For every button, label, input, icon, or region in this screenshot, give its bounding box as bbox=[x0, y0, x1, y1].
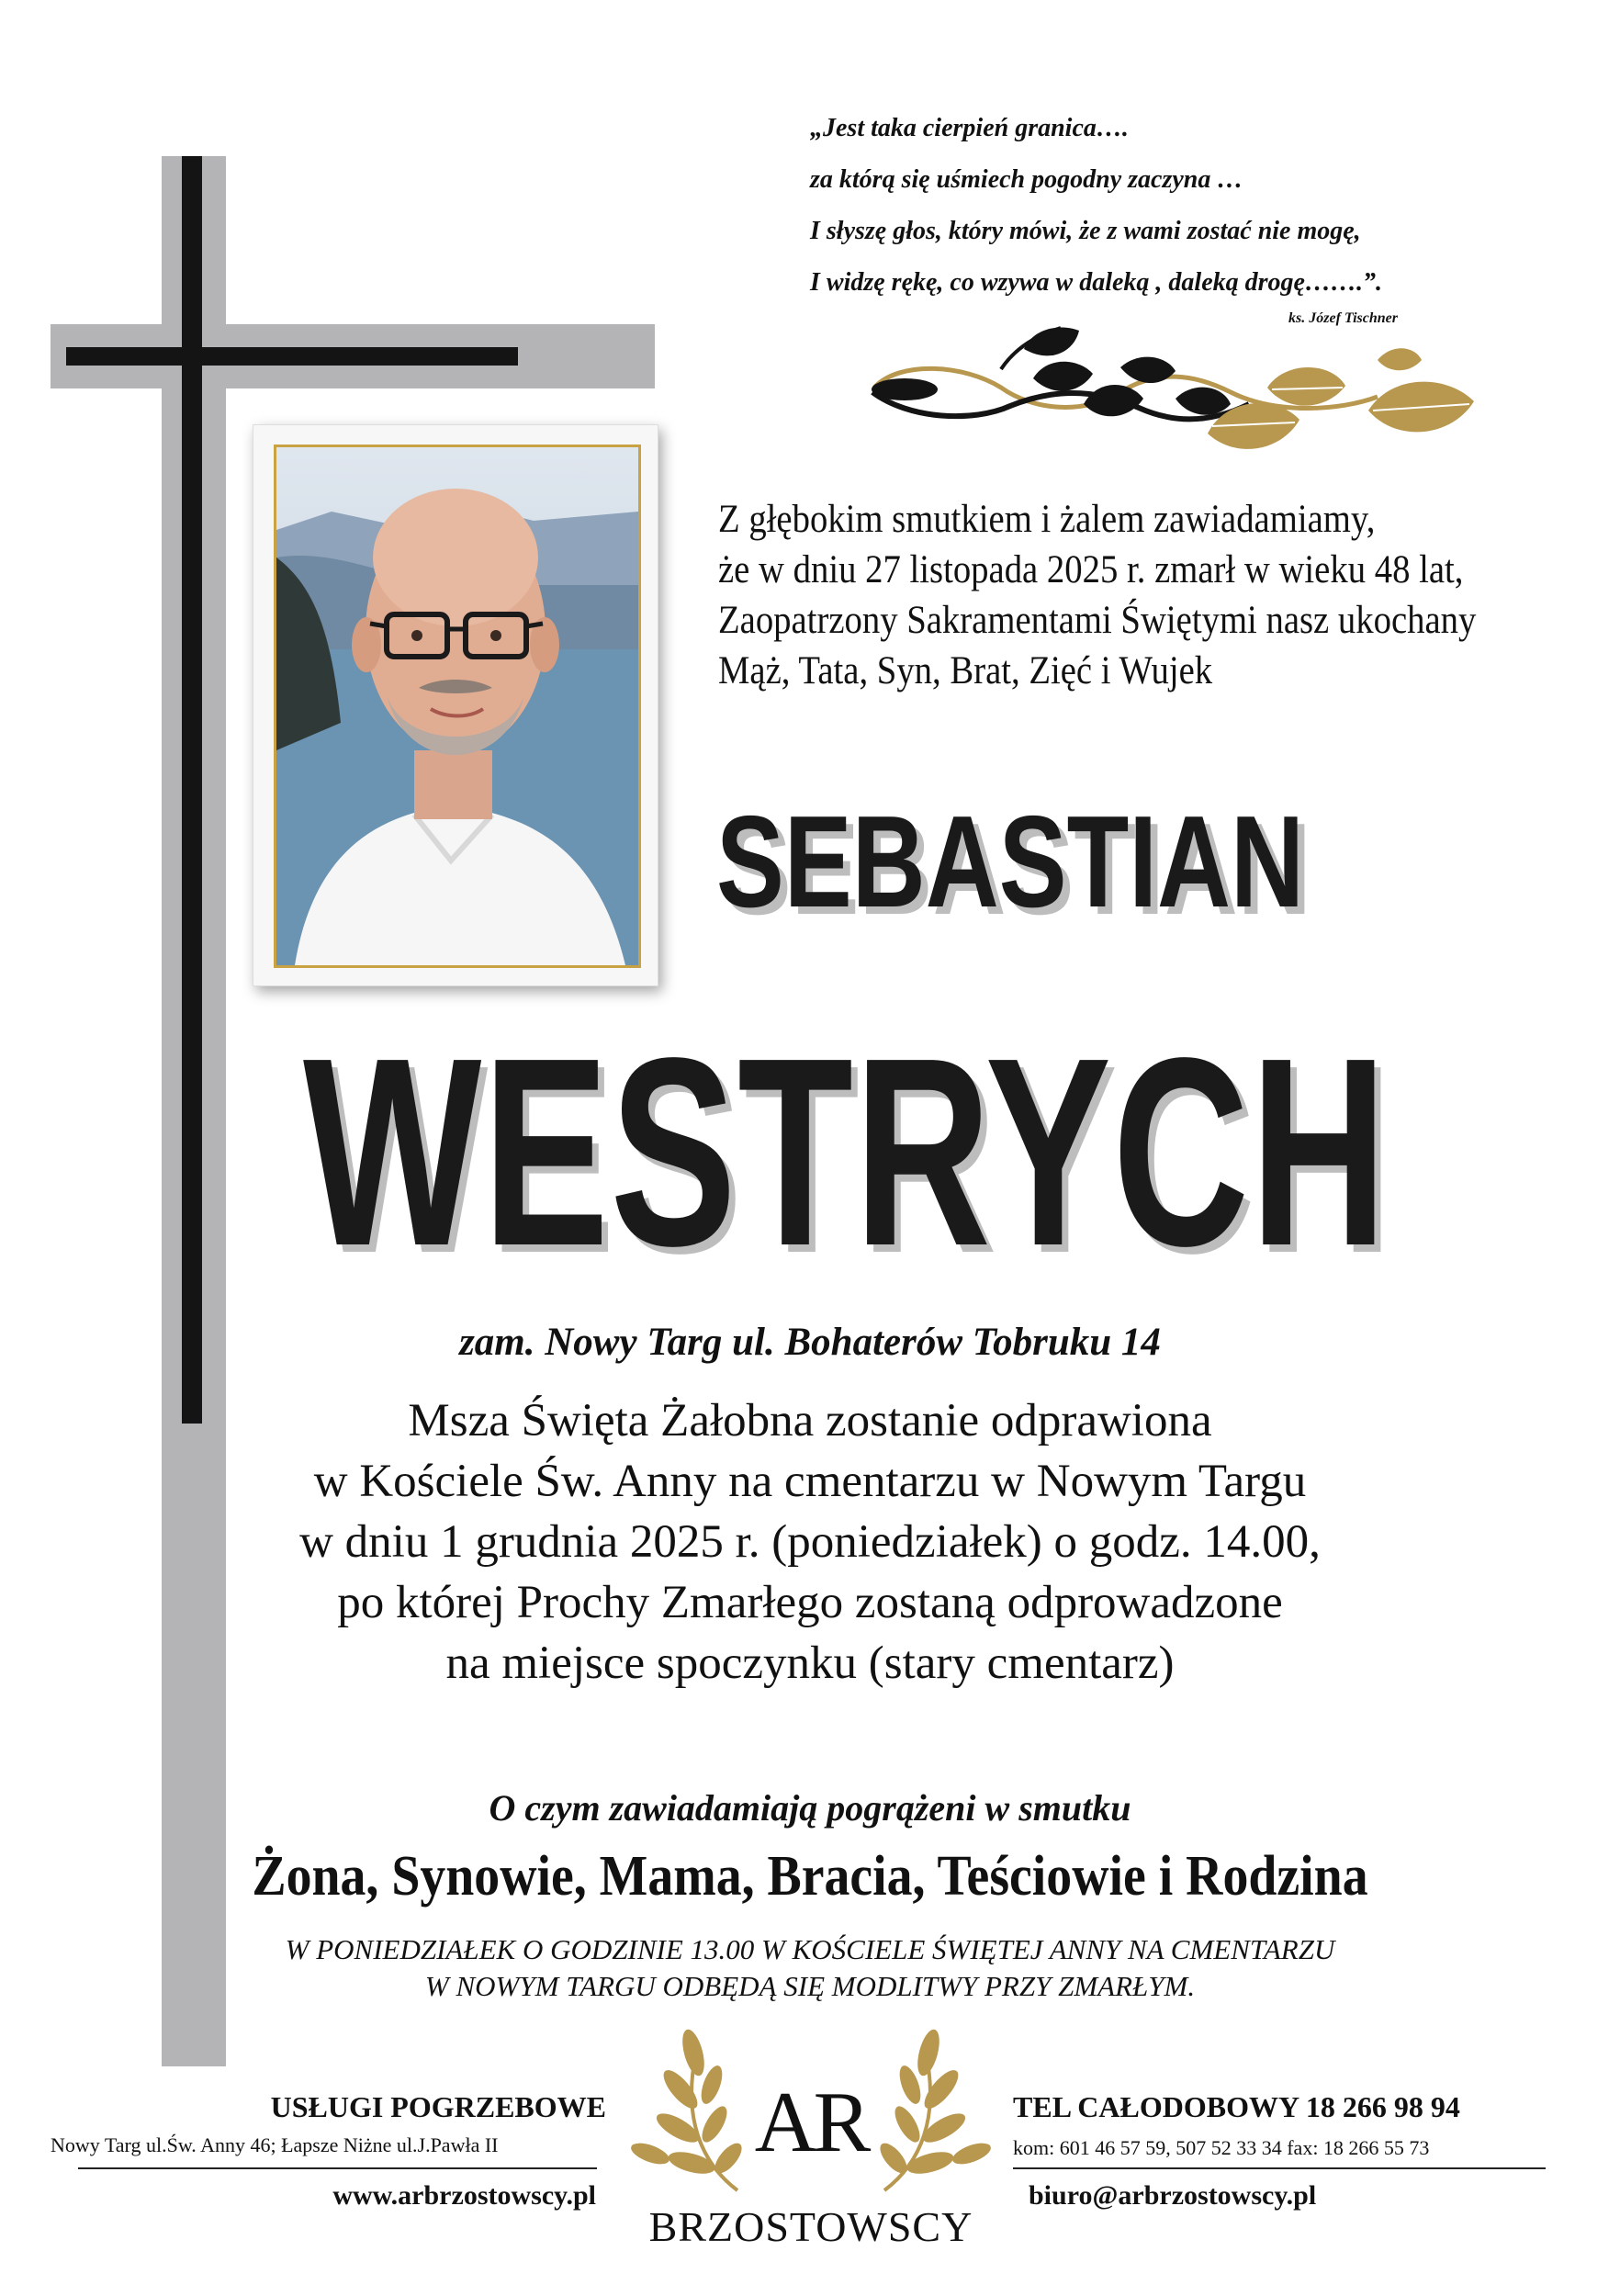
gold-black-leaf-vine-icon bbox=[863, 323, 1497, 466]
funeral-services-address: Nowy Targ ul.Św. Anny 46; Łapsze Niżne ul.J.Pawła II bbox=[51, 2133, 499, 2156]
intro-line: Zaopatrzony Sakramentami Świętymi nasz ukochany bbox=[718, 599, 1477, 642]
intro-line: Z głębokim smutkiem i żalem zawiadamiamy, bbox=[718, 498, 1376, 541]
mass-line: po której Prochy Zmarłego zostaną odprowadzone bbox=[337, 1577, 1283, 1628]
intro-line: Mąż, Tata, Syn, Brat, Zięć i Wujek bbox=[718, 649, 1213, 692]
mass-line: w dniu 1 grudnia 2025 r. (poniedziałek) o godz. 14.00, bbox=[299, 1516, 1321, 1568]
prayer-note bbox=[0, 1931, 1620, 2005]
portrait-photo bbox=[274, 445, 641, 968]
quote-line: „Jest taka cierpień granica…. bbox=[810, 114, 1129, 142]
quote-line: I widzę rękę, co wzywa w daleką , daleką drogę…….”. bbox=[810, 268, 1382, 297]
mass-line: w Kościele Św. Anny na cmentarzu w Nowym Targu bbox=[313, 1456, 1307, 1507]
mourners-intro: O czym zawiadamiają pogrążeni w smutku bbox=[489, 1787, 1131, 1829]
cross-black-vertical bbox=[182, 156, 202, 1424]
quote-author: ks. Józef Tischner bbox=[1288, 310, 1398, 326]
funeral-services-title: USŁUGI POGRZEBOWE bbox=[270, 2090, 606, 2123]
quote-line: I słyszę głos, który mówi, że z wami zostać nie mogę, bbox=[810, 217, 1361, 245]
mass-line: na miejsce spoczynku (stary cmentarz) bbox=[445, 1638, 1175, 1689]
quote-line: za którą się uśmiech pogodny zaczyna … bbox=[810, 165, 1243, 194]
mourners-family: Żona, Synowie, Mama, Bracia, Teściowie i Rodzina bbox=[252, 1845, 1368, 1908]
cross-black-horizontal bbox=[66, 347, 518, 366]
phone-24h: TEL CAŁODOBOWY 18 266 98 94 bbox=[1013, 2090, 1460, 2123]
intro-line: że w dniu 27 listopada 2025 r. zmarł w wieku 48 lat, bbox=[718, 548, 1464, 591]
email-link[interactable]: biuro@arbrzostowscy.pl bbox=[1029, 2180, 1317, 2211]
footer-divider-right bbox=[1013, 2167, 1546, 2169]
note-line: W NOWYM TARGU ODBĘDĄ SIĘ MODLITWY PRZY ZMARŁYM. bbox=[424, 1970, 1196, 2002]
logo-initials: AR bbox=[754, 2075, 868, 2170]
announcement-intro bbox=[718, 494, 1477, 696]
note-line: W PONIEDZIAŁEK O GODZINIE 13.00 W KOŚCIELE ŚWIĘTEJ ANNY NA CMENTARZU bbox=[285, 1933, 1335, 1965]
deceased-address: zam. Nowy Targ ul. Bohaterów Tobruku 14 bbox=[459, 1321, 1161, 1364]
website-link[interactable]: www.arbrzostowscy.pl bbox=[332, 2180, 596, 2211]
mass-line: Msza Święta Żałobna zostanie odprawiona bbox=[408, 1395, 1212, 1446]
footer-divider-left bbox=[78, 2167, 597, 2169]
quote bbox=[810, 103, 1508, 309]
company-logo bbox=[627, 2016, 995, 2282]
logo-name: BRZOSTOWSCY bbox=[648, 2203, 973, 2250]
portrait-icon bbox=[276, 447, 638, 965]
funeral-mass-info bbox=[0, 1390, 1620, 1694]
contact-numbers: kom: 601 46 57 59, 507 52 33 34 fax: 18 266 55 73 bbox=[1013, 2136, 1430, 2159]
deceased-first-name: SEBASTIAN bbox=[716, 789, 1305, 935]
deceased-last-name: WESTRYCH bbox=[303, 1002, 1389, 1301]
